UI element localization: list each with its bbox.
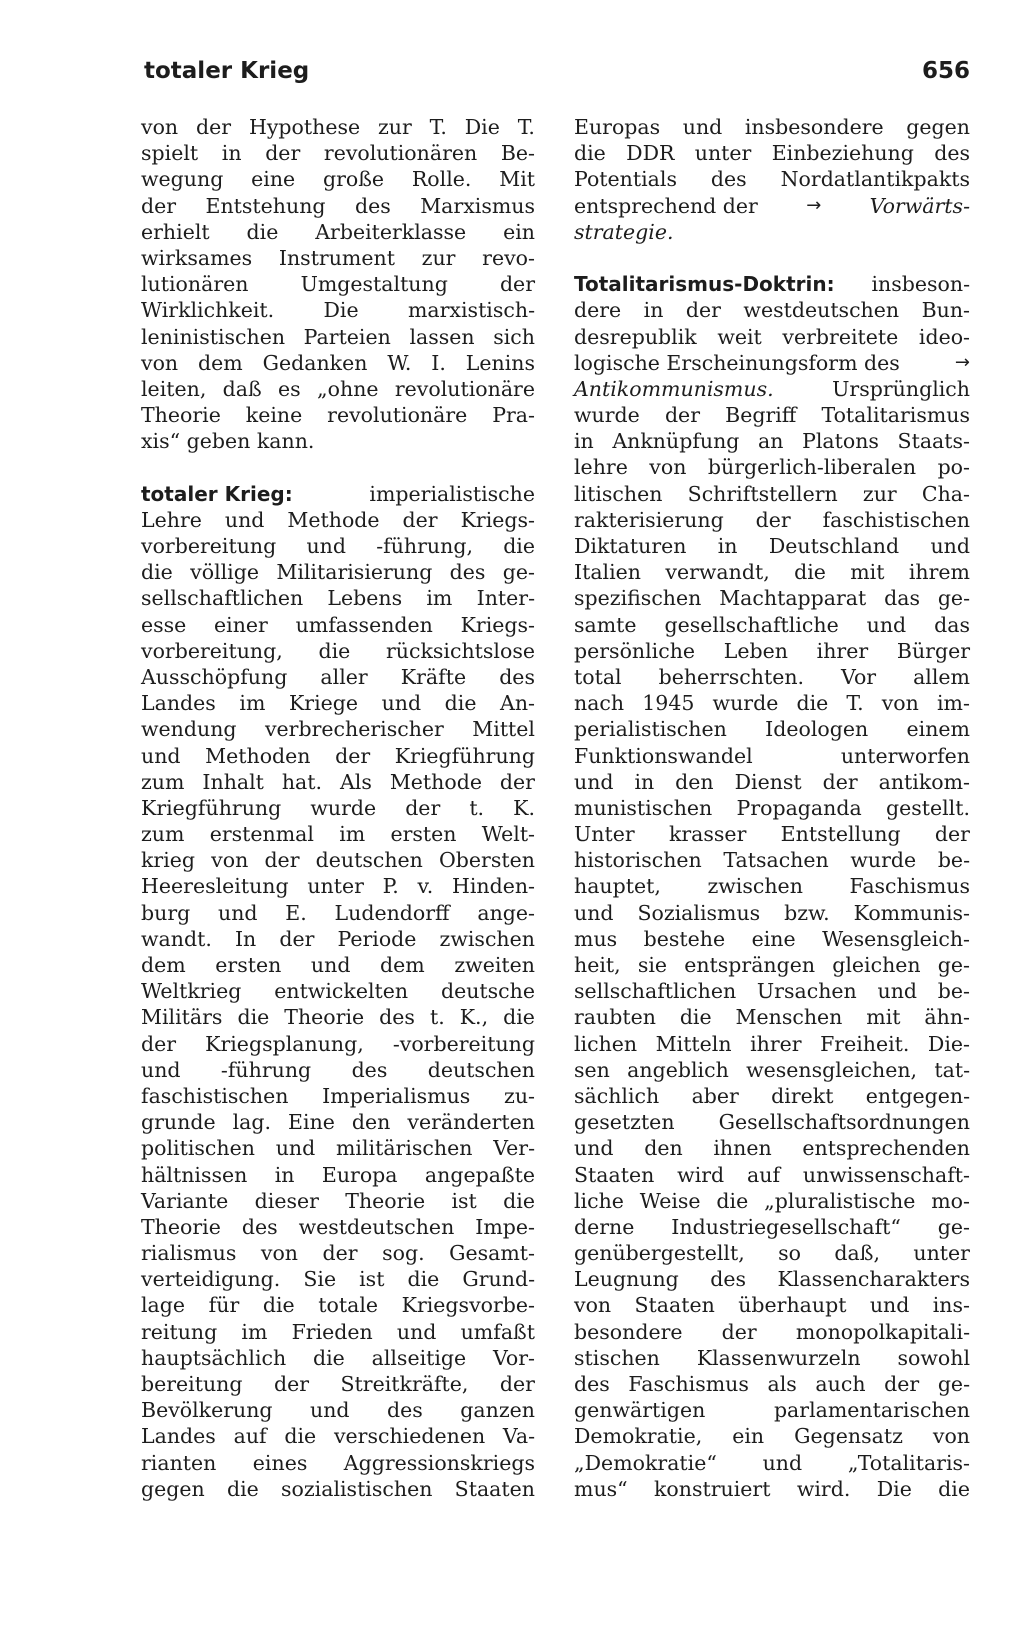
text-line: von dem Gedanken W. I. Lenins	[141, 350, 535, 375]
text-line: nach 1945 wurde die T. von im-	[574, 691, 970, 716]
text-line: wendung verbrecherischer Mittel	[141, 717, 535, 742]
text-line: des Faschismus als auch der ge-	[574, 1372, 970, 1396]
text-line: die DDR unter Einbeziehung des	[574, 141, 970, 166]
page-header	[144, 58, 970, 98]
text-line: von der Hypothese zur T. Die T.	[141, 115, 535, 139]
text-line: lehre von bürgerlich-liberalen po-	[574, 455, 970, 480]
text-line: persönliche Leben ihrer Bürger	[574, 638, 970, 663]
text-line: Ausschöpfung aller Kräfte des	[141, 664, 535, 689]
text-line: wurde der Begriff Totalitarismus	[574, 403, 970, 428]
right-entry-body-b	[574, 402, 970, 1502]
text-line: hältnissen in Europa angepaßte	[141, 1162, 535, 1187]
text-line: Kriegführung wurde der t. K.	[141, 795, 535, 820]
line-prefix: logische Erscheinungsform des	[574, 350, 900, 375]
text-line: hauptet, zwischen Faschismus	[574, 874, 970, 899]
text-line: zum erstenmal im ersten Welt-	[141, 822, 535, 847]
text-line: reitung im Frieden und umfaßt	[141, 1319, 535, 1344]
text-line: desrepublik weit verbreitete ideo-	[574, 324, 970, 349]
text-line: Demokratie, ein Gegensatz von	[574, 1424, 970, 1449]
text-line: erhielt die Arbeiterklasse ein	[141, 219, 535, 244]
text-line: lichen Mitteln ihrer Freiheit. Die-	[574, 1031, 970, 1056]
text-line: von Staaten überhaupt und ins-	[574, 1293, 970, 1318]
text-line: spielt in der revolutionären Be-	[141, 141, 535, 166]
text-line: rialismus von der sog. Gesamt-	[141, 1241, 535, 1266]
paragraph-gap	[141, 454, 535, 480]
text-line: Landes auf die verschiedenen Va-	[141, 1424, 535, 1449]
text-line: Bevölkerung und des ganzen	[141, 1398, 535, 1423]
left-entry-body	[141, 507, 535, 1502]
text-line: total beherrschten. Vor allem	[574, 664, 970, 689]
line-rest: Ursprünglich	[832, 376, 970, 401]
text-line: genwärtigen parlamentarischen	[574, 1398, 970, 1423]
text-line: mus bestehe eine Wesensgleich-	[574, 926, 970, 951]
text-line: Leugnung des Klassencharakters	[574, 1267, 970, 1292]
text-line	[574, 376, 970, 402]
text-line: in Anknüpfung an Platons Staats-	[574, 429, 970, 454]
text-line: Militärs die Theorie des t. K., die	[141, 1005, 535, 1030]
text-line: derne Industriegesellschaft“ ge-	[574, 1214, 970, 1239]
text-line: mus“ konstruiert wird. Die die	[574, 1476, 970, 1501]
see-also-arrow-icon: →	[806, 194, 822, 216]
text-line: und -führung des deutschen	[141, 1057, 535, 1082]
text-line: und Methoden der Kriegführung	[141, 743, 535, 768]
text-line: Unter krasser Entstellung der	[574, 822, 970, 847]
text-line: Theorie keine revolutionäre Pra-	[141, 403, 535, 428]
text-line: lutionären Umgestaltung der	[141, 272, 535, 297]
text-line	[574, 219, 970, 245]
text-line: Europas und insbesondere gegen	[574, 115, 970, 139]
text-line: politischen und militärischen Ver-	[141, 1136, 535, 1161]
text-line: gesetzten Gesellschaftsordnungen	[574, 1110, 970, 1135]
entry-headword: Totalitarismus-Doktrin:	[574, 272, 835, 297]
entry-first-line	[574, 271, 970, 297]
text-line: xis“ geben kann.	[141, 429, 315, 454]
text-line: Diktaturen in Deutschland und	[574, 534, 970, 558]
text-line: esse einer umfassenden Kriegs-	[141, 612, 535, 637]
text-line: der Entstehung des Marxismus	[141, 193, 535, 218]
text-line: stischen Klassenwurzeln sowohl	[574, 1345, 970, 1370]
text-line: samte gesellschaftliche und das	[574, 612, 970, 637]
left-column	[141, 114, 535, 1502]
text-line: die völlige Militarisierung des ge-	[141, 560, 535, 585]
text-line: bereitung der Streitkräfte, der	[141, 1372, 535, 1396]
text-line: Staaten wird auf unwissenschaft-	[574, 1162, 970, 1187]
text-line: genübergestellt, so daß, unter	[574, 1241, 970, 1266]
text-line: perialistischen Ideologen einem	[574, 717, 970, 742]
line-prefix: entsprechend der	[574, 193, 758, 218]
text-line: gegen die sozialistischen Staaten	[141, 1476, 535, 1501]
see-also-arrow-icon: →	[954, 351, 970, 373]
text-line: leiten, daß es „ohne revolutionäre	[141, 376, 535, 401]
text-line: Weltkrieg entwickelten deutsche	[141, 979, 535, 1004]
text-line: Theorie des westdeutschen Impe-	[141, 1214, 535, 1239]
text-line: Italien verwandt, die mit ihrem	[574, 560, 970, 585]
text-line: und in den Dienst der antikom-	[574, 769, 970, 794]
page-number: 656	[921, 58, 970, 84]
text-line: rianten eines Aggressionskriegs	[141, 1450, 535, 1475]
text-line: Potentials des Nordatlantikpakts	[574, 167, 970, 192]
text-line: Landes im Kriege und die An-	[141, 691, 535, 716]
text-line: raubten die Menschen mit ähn-	[574, 1005, 970, 1030]
cross-reference: Antikommunismus.	[574, 376, 774, 401]
text-line: dem ersten und dem zweiten	[141, 953, 535, 977]
text-line: hauptsächlich die allseitige Vor-	[141, 1345, 535, 1370]
text-line: wirksames Instrument zur revo-	[141, 245, 535, 270]
text-line: Heeresleitung unter P. v. Hinden-	[141, 874, 535, 899]
text-line: liche Weise die „pluralistische mo-	[574, 1188, 970, 1213]
text-line: sächlich aber direkt entgegen-	[574, 1083, 970, 1108]
paragraph-gap	[574, 245, 970, 271]
entry-first-line-rest: insbeson-	[871, 272, 970, 297]
text-line: Wirklichkeit. Die marxistisch-	[141, 298, 535, 323]
entry-first-line-rest: imperialistische	[369, 481, 535, 506]
text-line: lage für die totale Kriegsvorbe-	[141, 1293, 535, 1318]
cross-reference: strategie.	[574, 219, 674, 244]
text-line: faschistischen Imperialismus zu-	[141, 1083, 535, 1108]
text-line: wegung eine große Rolle. Mit	[141, 167, 535, 192]
text-line: dere in der westdeutschen Bun-	[574, 298, 970, 323]
entry-first-line	[141, 481, 535, 507]
text-line: verteidigung. Sie ist die Grund-	[141, 1267, 535, 1292]
text-line: zum Inhalt hat. Als Methode der	[141, 769, 535, 794]
running-head: totaler Krieg	[144, 58, 310, 84]
text-line: Lehre und Methode der Kriegs-	[141, 507, 535, 532]
text-line: Funktionswandel unterworfen	[574, 743, 970, 768]
text-line: historischen Tatsachen wurde be-	[574, 848, 970, 873]
text-line: grunde lag. Eine den veränderten	[141, 1110, 535, 1135]
entry-headword: totaler Krieg:	[141, 481, 293, 506]
text-line: sellschaftlichen Lebens im Inter-	[141, 586, 535, 611]
left-intro-paragraph	[141, 114, 535, 454]
text-line: munistischen Propaganda gestellt.	[574, 795, 970, 820]
text-line	[574, 350, 970, 376]
text-line: leninistischen Parteien lassen sich	[141, 324, 535, 349]
text-line: und den ihnen entsprechenden	[574, 1136, 970, 1161]
right-entry-body-a	[574, 297, 970, 349]
text-line: der Kriegsplanung, -vorbereitung	[141, 1031, 535, 1056]
text-line: vorbereitung und -führung, die	[141, 534, 535, 558]
text-line: krieg von der deutschen Obersten	[141, 848, 535, 873]
text-line: „Demokratie“ und „Totalitaris-	[574, 1450, 970, 1475]
text-line	[574, 193, 970, 219]
text-line: wandt. In der Periode zwischen	[141, 926, 535, 951]
text-line: sellschaftlichen Ursachen und be-	[574, 979, 970, 1004]
text-line: heit, sie entsprängen gleichen ge-	[574, 953, 970, 977]
text-line: burg und E. Ludendorff ange-	[141, 900, 535, 925]
text-line: spezifischen Machtapparat das ge-	[574, 586, 970, 611]
text-line: vorbereitung, die rücksichtslose	[141, 638, 535, 663]
text-line: sen angeblich wesensgleichen, tat-	[574, 1057, 970, 1082]
cross-reference: Vorwärts-	[869, 193, 970, 218]
right-intro-paragraph	[574, 114, 970, 193]
text-line: rakterisierung der faschistischen	[574, 507, 970, 532]
right-column	[574, 114, 970, 1502]
text-line: besondere der monopolkapitali-	[574, 1319, 970, 1344]
text-line: litischen Schriftstellern zur Cha-	[574, 481, 970, 506]
text-line: Variante dieser Theorie ist die	[141, 1188, 535, 1213]
text-line: und Sozialismus bzw. Kommunis-	[574, 900, 970, 925]
